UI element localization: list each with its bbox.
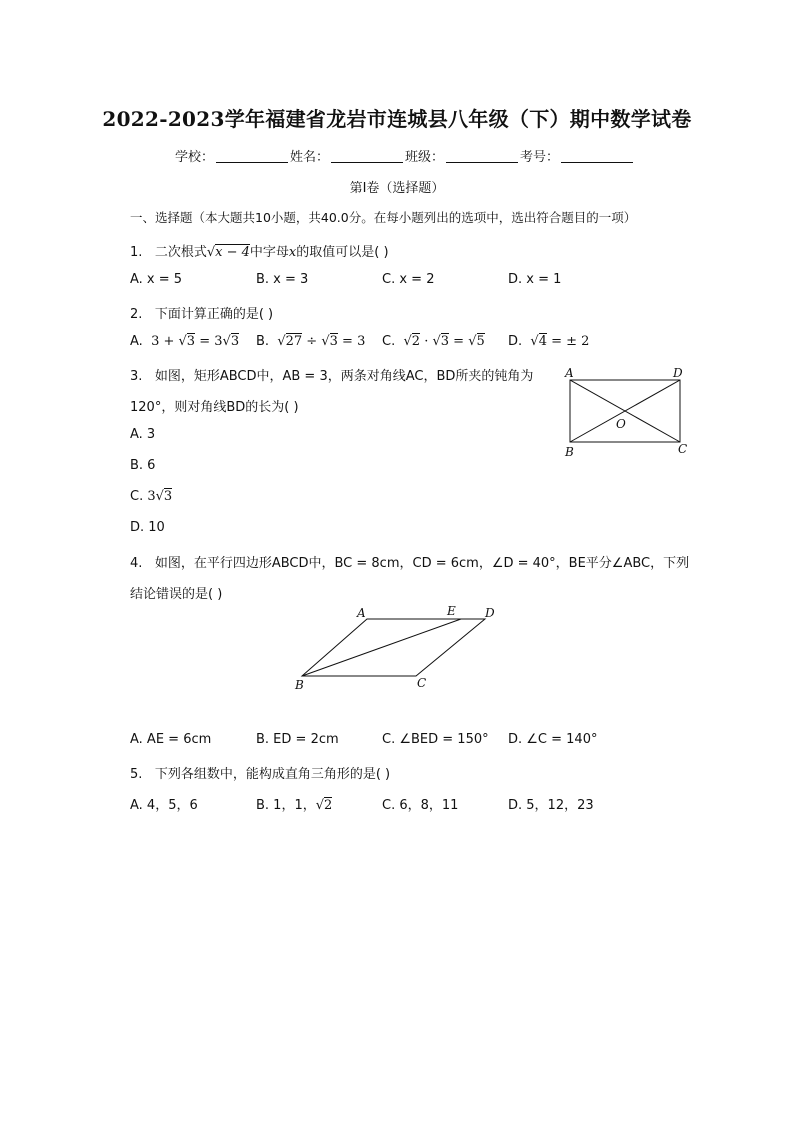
question-4-stem [130, 552, 689, 571]
segment-be [302, 619, 461, 676]
exam-no-label: 考号： [520, 150, 560, 165]
option-b: B. x = 3 [256, 272, 309, 287]
stem-text: 中字母 [249, 245, 289, 260]
option-c: C. 3√3 [130, 489, 173, 504]
label-b: B [295, 678, 304, 692]
option-d: D. x = 1 [508, 272, 562, 287]
question-2-stem [130, 303, 273, 322]
question-3-stem [130, 365, 533, 384]
stem-line-2: 120°，则对角线BD的长为( ) [130, 400, 299, 415]
school-label: 学校： [175, 150, 215, 165]
question-1-stem [130, 241, 389, 260]
question-number: 5. [130, 767, 143, 782]
stem-line-1: 如图，在平行四边形ABCD中，BC = 8cm，CD = 6cm，∠D = 40°，BE平分∠ABC，下列 [154, 556, 690, 571]
parallelogram-figure [290, 600, 505, 695]
name-label: 姓名： [290, 150, 330, 165]
exam-title: 2022-2023学年福建省龙岩市连城县八年级（下）期中数学试卷 [102, 107, 692, 131]
option-d: D. 10 [130, 520, 165, 535]
label-a: A [565, 366, 574, 380]
sqrt-sign: √ [222, 334, 231, 349]
option-c: C. √2 · √3 = √5 [382, 334, 485, 349]
sqrt-sign: √ [206, 245, 216, 260]
option-b: B. √27 ÷ √3 = 3 [256, 334, 366, 349]
radicand: x − 4 [215, 245, 250, 260]
sqrt-sign: √ [468, 334, 477, 349]
label-d: D [485, 606, 495, 620]
sqrt-sign: √ [321, 334, 330, 349]
sqrt-sign: √ [315, 798, 325, 813]
stem-line-2: 结论错误的是( ) [130, 587, 223, 602]
option-a: A. AE = 6cm [130, 732, 212, 747]
option-b: B. 1，1，√2 [256, 798, 333, 813]
question-number: 2. [130, 307, 143, 322]
label-d: D [673, 366, 683, 380]
stem-text: 二次根式 [154, 245, 207, 260]
option-d: D. √4 = ± 2 [508, 334, 590, 349]
label-b: B [565, 445, 574, 459]
option-a: A. 4，5，6 [130, 798, 198, 813]
stem-text: 下列各组数中，能构成直角三角形的是( ) [154, 767, 391, 782]
question-number: 4. [130, 556, 143, 571]
label-o: O [616, 417, 626, 431]
exam-no-blank [561, 150, 633, 163]
school-blank [216, 150, 288, 163]
parallelogram-abcd [302, 619, 485, 676]
option-a: A. x = 5 [130, 272, 183, 287]
section-title: 第I卷（选择题） [349, 181, 445, 196]
label-e: E [447, 604, 456, 618]
option-c: C. 6，8，11 [382, 798, 459, 813]
label-c: C [678, 442, 688, 456]
stem-text: 的取值可以是( ) [296, 245, 389, 260]
variable: x [288, 245, 297, 260]
option-c: C. x = 2 [382, 272, 435, 287]
class-blank [446, 150, 518, 163]
part-heading: 一、选择题（本大题共10小题，共40.0分。在每小题列出的选项中，选出符合题目的一项） [130, 210, 637, 225]
label-c: C [417, 676, 427, 690]
option-d: D. 5，12，23 [508, 798, 594, 813]
option-d: D. ∠C = 140° [508, 732, 598, 747]
sqrt-sign: √ [155, 489, 164, 504]
question-5-stem [130, 763, 390, 782]
student-info-row [175, 146, 635, 165]
stem-text: 下面计算正确的是( ) [154, 307, 274, 322]
question-number: 1. [130, 245, 143, 260]
question-number: 3. [130, 369, 143, 384]
stem-line-1: 如图，矩形ABCD中，AB = 3，两条对角线AC，BD所夹的钝角为 [154, 369, 534, 384]
sqrt-sign: √ [403, 334, 412, 349]
rectangle-figure [560, 362, 695, 462]
label-a: A [357, 606, 366, 620]
sqrt-sign: √ [277, 334, 286, 349]
option-b: B. 6 [130, 458, 156, 473]
option-b: B. ED = 2cm [256, 732, 339, 747]
sqrt-sign: √ [178, 334, 187, 349]
sqrt-sign: √ [530, 334, 539, 349]
sqrt-sign: √ [432, 334, 441, 349]
name-blank [331, 150, 403, 163]
option-a: A. 3 + √3 = 3√3 [130, 334, 240, 349]
class-label: 班级： [405, 150, 445, 165]
option-c: C. ∠BED = 150° [382, 732, 489, 747]
option-a: A. 3 [130, 427, 156, 442]
